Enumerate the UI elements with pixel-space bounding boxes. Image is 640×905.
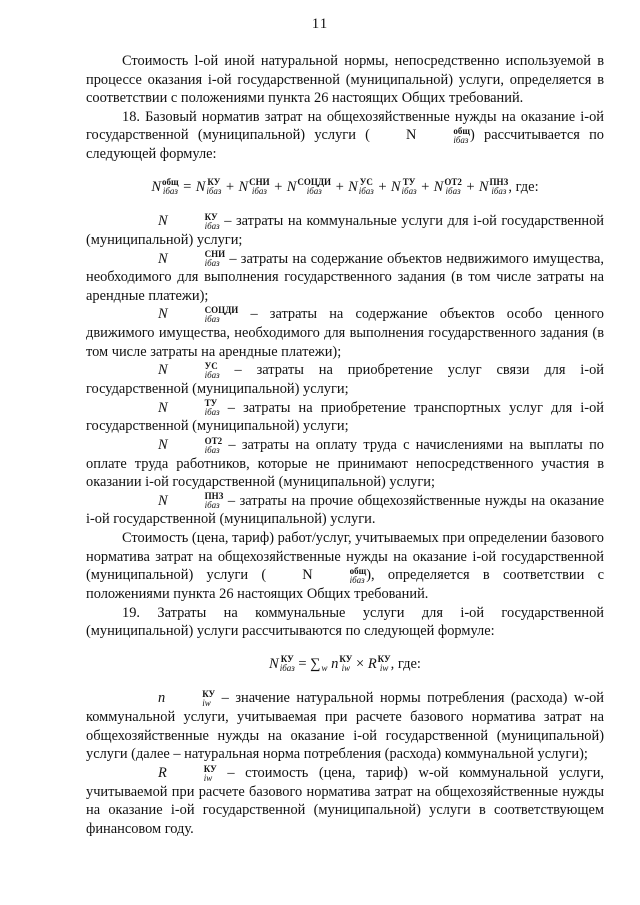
paragraph-19: 19. Затраты на коммунальные услуги для i-ой государственной (муниципальной) услуги рассчитываются по следующей формуле:	[86, 604, 604, 640]
definition-ku: N КУ iбаз – затраты на коммунальные услуги для i-ой государственной (муниципальной) услуги;	[86, 212, 604, 249]
definition-tu: N ТУ iбаз – затраты на приобретение транспортных услуг для i-ой государственной (муниципальной) услуги;	[86, 398, 604, 435]
definition-socdi: N СОЦДИ iбаз – затраты на содержание объектов особо ценного движимого имущества, необходимого для выполнения государственного задания (в том числе затраты на арендные платежи);	[86, 305, 604, 360]
definition-ot2: N ОТ2 iбаз – затраты на оплату труда с начислениями на выплаты по оплате труда работников, которые не принимают непосредственного участия в оказании i-ой государственной (муниципальной) услуги;	[86, 435, 604, 491]
definition-sni: N СНИ iбаз – затраты на содержание объектов недвижимого имущества, необходимого для выполнения государственного задания (в том числе затраты на арендные платежи);	[86, 249, 604, 304]
page-number: 11	[311, 16, 329, 32]
definition-us: N УС iбаз – затраты на приобретение услуг связи для i-ой государственной (муниципальной) услуги;	[86, 361, 604, 398]
definition-tariff: R КУ iw – стоимость (цена, тариф) w-ой коммунальной услуги, учитываемой при расчете базового норматива затрат на общехозяйственные нужды на оказание i-ой государственной (муниципальной) услуги в соответствующем финансовом году.	[86, 763, 604, 837]
document-body	[86, 52, 604, 838]
definition-natural-norm: n КУ iw – значение натуральной нормы потребления (расхода) w-ой коммунальной услуги, учитываемая при расчете базового норматива затрат на общехозяйственные нужды на оказание i-ой государственной (муниципальной) услуги (далее – натуральная норма потребления (расхода) коммунальной услуги);	[86, 689, 604, 763]
symbol-n-obsh: N общ iбаз	[405, 126, 470, 146]
formula-utilities: N КУ iбаз = ∑ w n КУ iw × R КУ iw , где:	[269, 654, 421, 674]
formula-general-needs: N общ iбаз = N КУ iбаз + N СНИ iбаз + N СОЦДИ iбаз + N УС iбаз + N ТУ iбаз + N ОТ2 iбаз + N ПНЗ iбаз , где:	[151, 177, 539, 197]
definition-pnz: N ПНЗ iбаз – затраты на прочие общехозяйственные нужды на оказание i-ой государственной (муниципальной) услуги.	[86, 491, 604, 528]
symbol-n-obsh: N общ iбаз	[302, 565, 367, 585]
paragraph-natural-norm-cost: Стоимость l-ой иной натуральной нормы, непосредственно используемой в процессе оказания i-ой государственной (муниципальной) услуги, определяется в соответствии с положениями пункта 26 настоящих Общих требований.	[86, 53, 604, 107]
paragraph-18: 18. Базовый норматив затрат на общехозяйственные нужды на оказание i-ой государственной (муниципальной) услуги ( N общ iбаз ) рассчитывается по следующей формуле:	[86, 108, 604, 163]
paragraph-cost-of-services: Стоимость (цена, тариф) работ/услуг, учитываемых при определении базового норматива затрат на общехозяйственные нужды на оказание i-ой государственной (муниципальной) услуги ( N общ iбаз ), определяется в соответствии с положениями пункта 26 настоящих Общих требований.	[86, 530, 604, 602]
